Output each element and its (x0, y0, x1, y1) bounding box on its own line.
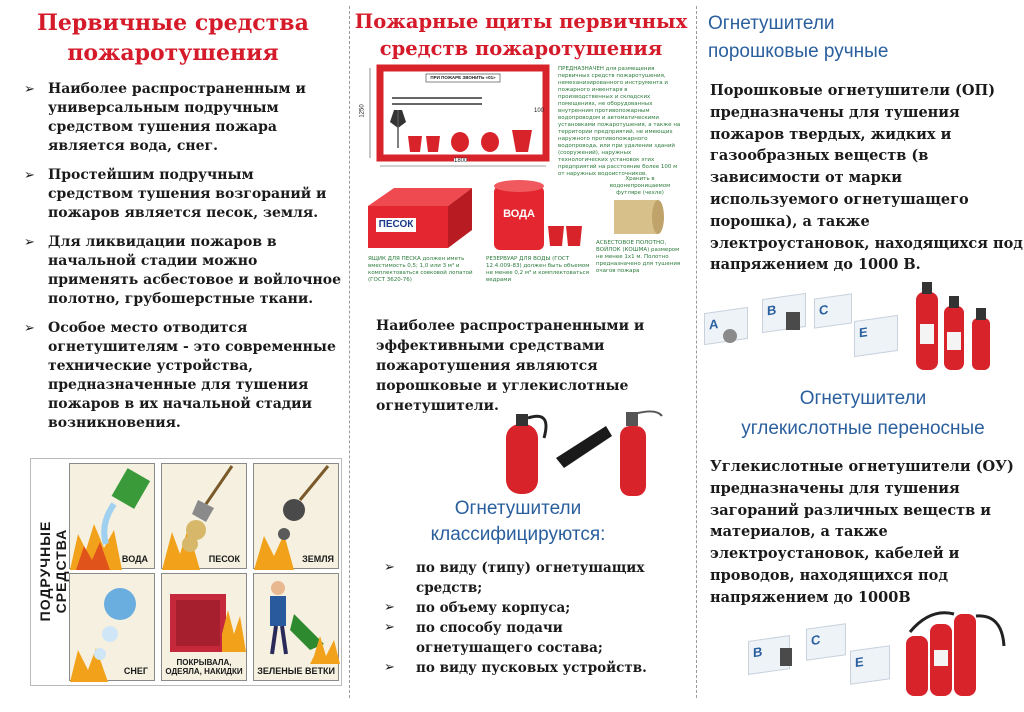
arrow-bullet-icon: ➢ (24, 82, 35, 97)
col1-bullet: ➢ Особое место отводится огнетушителям - это современные технические устройства, предназначенные для тушения пожаров в их начальной стадии возникновения. (24, 320, 336, 431)
classification-item: ➢ по объему корпуса; (384, 600, 571, 616)
tile-label: ПОКРЫВАЛА, ОДЕЯЛА, НАКИДКИ (165, 658, 243, 676)
co2-paragraph: Углекислотные огнетушители (ОУ) предназначены для тушения загораний различных веществ и материалов, а также электроустановок, кабелей и проводов, находящихся под напряжением до 1000В (710, 458, 1014, 606)
classification-item: ➢ по способу подачи огнетушащего состава; (384, 620, 603, 656)
tile-blankets (161, 573, 247, 681)
fire-class-badge: B (762, 293, 806, 333)
co2-title: Огнетушители углекислотные переносные (741, 388, 985, 439)
fire-class-badge: C (806, 623, 846, 661)
powder-extinguisher-icon (700, 276, 1010, 376)
col2-paragraph: Наиболее распространенными и эффективными средствами пожаротушения являются порошковые и углекислотные огнетушители. (376, 318, 645, 414)
tile-earth (253, 463, 339, 569)
arrow-bullet-icon: ➢ (384, 600, 395, 615)
tile-snow (69, 573, 155, 681)
classification-title: Огнетушители классифицируются: (430, 498, 606, 545)
powder-paragraph: Порошковые огнетушители (ОП) предназначены для тушения пожаров твердых, жидких и газообразных веществ (в зависимости от марки используемого огнетушащего порошка), а также электроустановок, находящихся под напряжением до 1000 В. (710, 82, 1023, 274)
sand-note: ЯЩИК ДЛЯ ПЕСКА должен иметь вместимость 0,5; 1,0 или 3 м³ и комплектоваться совковой лопатой (ГОСТ 3620-76) (368, 256, 473, 283)
tile-label: ЗЕЛЕНЫЕ ВЕТКИ (257, 666, 335, 676)
fire-class-badge: B (748, 635, 790, 675)
water-barrel (490, 176, 588, 254)
column-primary-means (0, 0, 346, 712)
water-note: РЕЗЕРВУАР ДЛЯ ВОДЫ (ГОСТ 12.4.009-83) должен быть объемом не менее 0,2 м³ и комплектоваться ведрами (486, 256, 590, 283)
arrow-bullet-icon: ➢ (384, 560, 395, 575)
col1-bullet: ➢ Для ликвидации пожаров в начальной стадии можно применять асбестовое и войлочное полотно, грубошерстные ткани. (24, 234, 342, 307)
powder-classes-illustration (700, 276, 1010, 376)
side-label: ПОДРУЧНЫЕ СРЕДСТВА (37, 520, 69, 622)
co2-extinguisher-icon (740, 606, 1012, 698)
improvised-means-figure (30, 458, 342, 686)
col1-title: Первичные средства пожаротушения (37, 10, 309, 66)
felt-roll-note: Хранить в водонепроницаемом футляре (чехле) (609, 176, 671, 196)
tile-sand (161, 463, 247, 569)
co2-classes-illustration (740, 606, 1012, 698)
board-side-dim: 100 (534, 108, 545, 114)
tile-branches (253, 573, 339, 681)
board-width-dim: 1800 (454, 158, 468, 164)
felt-roll (610, 194, 666, 238)
classification-item: ➢ по виду пусковых устройств. (384, 660, 647, 676)
felt-note: АСБЕСТОВОЕ ПОЛОТНО, ВОЙЛОК (КОШМА) размером не менее 1х1 м. Полотно предназначено для тушения очагов пожара (596, 240, 681, 274)
sand-box-label: ПЕСОК (378, 219, 414, 230)
arrow-bullet-icon: ➢ (384, 620, 395, 635)
classification-item: ➢ по виду (типу) огнетушащих средств; (384, 560, 645, 596)
fire-class-badge: E (850, 645, 890, 685)
col1-bullet: ➢ Простейшим подручным средством тушения возгораний и пожаров является песок, земля. (24, 167, 327, 221)
column-fire-boards (346, 0, 694, 712)
tile-label: СНЕГ (123, 666, 148, 676)
tile-label: ВОДА (121, 554, 148, 564)
column-extinguishers (694, 0, 1024, 712)
fire-class-badge: E (854, 315, 898, 357)
tile-water (69, 463, 155, 569)
board-sign: ПРИ ПОЖАРЕ ЗВОНИТЬ «01» (430, 75, 496, 80)
arrow-bullet-icon: ➢ (384, 660, 395, 675)
extinguishers-illustration (496, 402, 676, 498)
arrow-bullet-icon: ➢ (24, 168, 35, 183)
extinguisher-icon (496, 402, 676, 498)
tile-label: ЗЕМЛЯ (302, 554, 334, 564)
tile-label: ПЕСОК (208, 554, 240, 564)
col2-title: Пожарные щиты первичных средств пожаротушения (354, 10, 688, 60)
fire-class-badge: A (704, 307, 748, 345)
felt-roll-illustration (610, 194, 666, 238)
water-barrel-label: ВОДА (503, 208, 535, 220)
fire-class-badge: C (814, 293, 852, 328)
board-note: ПРЕДНАЗНАЧЕН для размещения первичных средств пожаротушения, немеханизированного инструмента и пожарного инвентаря в производственных и складских помещениях, не оборудованных внутренним противопожарным водопроводом и автоматическими установками пожаротушения, а также на территории предприятий, не имеющих наружного противопожарного водопровода, или при удалении зданий (сооружений), наружных технологических установок этих предприятий на расстояние более 100 м от наружных водоисточников. (558, 66, 681, 177)
fire-board-diagram (359, 62, 552, 172)
col1-bullet: ➢ Наиболее распространенным и универсальным подручным средством тушения пожара является вода, снег. (24, 81, 306, 154)
powder-title: Огнетушители порошковые ручные (708, 13, 889, 62)
sand-box (364, 182, 476, 252)
col1-bullet-list (24, 80, 343, 433)
board-height-dim: 1250 (359, 104, 366, 118)
arrow-bullet-icon: ➢ (24, 321, 35, 336)
arrow-bullet-icon: ➢ (24, 235, 35, 250)
sand-box-illustration (364, 182, 476, 252)
classification-list (384, 558, 686, 678)
